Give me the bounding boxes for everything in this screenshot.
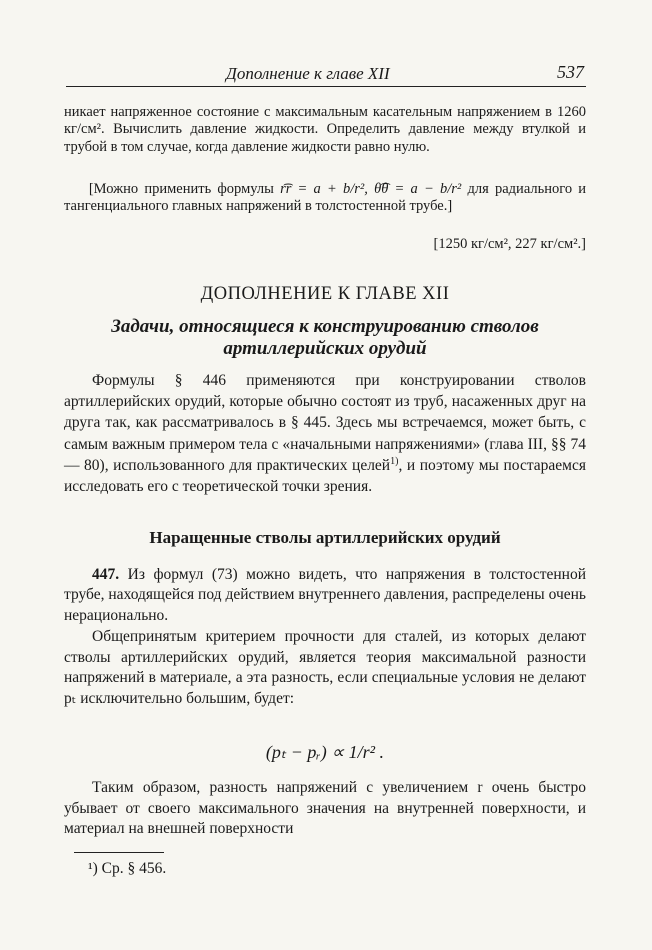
para1-text-a: Формулы § 446 применяются при конструировании стволов артиллерийских орудий, которые обычно состоят из труб, насаженных друг на друга так, как рассматривалось в § 445. Здесь мы встречаемся, может быть, с самым важным примером тела с «начальными напряжениями» (глава III, §§ 74 — 80), использованного для практических целей — [64, 372, 586, 474]
paragraph-conclusion — [64, 778, 586, 840]
subtitle-line-2: артиллерийских орудий — [223, 338, 427, 359]
page-number: 537 — [557, 62, 584, 82]
paragraph-number: 447. — [92, 566, 120, 583]
paragraph-447 — [64, 565, 586, 626]
paragraph-criterion — [64, 627, 586, 709]
footnote-text: ¹) Ср. § 456. — [88, 860, 167, 877]
formula-text: (pₜ − pᵣ) ∝ 1/r² . — [265, 742, 385, 762]
header-title: Дополнение к главе XII — [226, 64, 390, 83]
hint-prefix: [Можно применить формулы — [88, 181, 274, 197]
footnote-reference: 1) — [390, 455, 399, 467]
hint-paragraph — [64, 181, 586, 216]
para-447-text: Из формул (73) можно видеть, что напряжения в толстостенной трубе, находящейся под действием внутреннего давления, распределены очень нерационально. — [64, 566, 586, 624]
subtitle — [64, 316, 586, 360]
chapter-heading: ДОПОЛНЕНИЕ К ГЛАВЕ XII — [200, 284, 450, 304]
paragraph-formulas — [64, 370, 586, 497]
formula — [64, 742, 586, 763]
answer-text: [1250 кг/см², 227 кг/см².] — [433, 236, 586, 252]
section-heading: Наращенные стволы артиллерийских орудий — [149, 528, 501, 547]
footnote-divider — [74, 852, 164, 853]
para-conclusion-text: Таким образом, разность напряжений с увеличением r очень быстро убывает от своего максимального значения на внутренней поверхности, и материал на внешней поверхности — [64, 779, 586, 838]
hint-suffix: для радиального и тангенциального главных напряжений в толстостенной трубе.] — [64, 181, 587, 215]
footnote — [88, 860, 166, 878]
para-criterion-text: Общепринятым критерием прочности для сталей, из которых делают стволы артиллерийских орудий, является теория максимальной разности напряжений в материале, а эта разность, если специальные условия не делают pₜ исключительно большим, будет: — [64, 628, 586, 707]
para1-text-b: , и поэтому мы постараемся исследовать его с теоретической точки зрения. — [64, 456, 586, 496]
running-header — [66, 62, 586, 87]
intro-text: никает напряженное состояние с максимальным касательным напряжением в 1260 кг/см². Вычислить давление жидкости. Определить давление между втулкой и трубой в том случае, когда давление жидкости равно нулю. — [64, 104, 586, 155]
hint-formula: r͡r = a + b/r², θ͡θ = a − b/r² — [280, 181, 462, 197]
answer-line — [64, 236, 586, 253]
intro-paragraph — [64, 104, 586, 156]
subtitle-line-1: Задачи, относящиеся к конструированию стволов — [111, 316, 539, 337]
